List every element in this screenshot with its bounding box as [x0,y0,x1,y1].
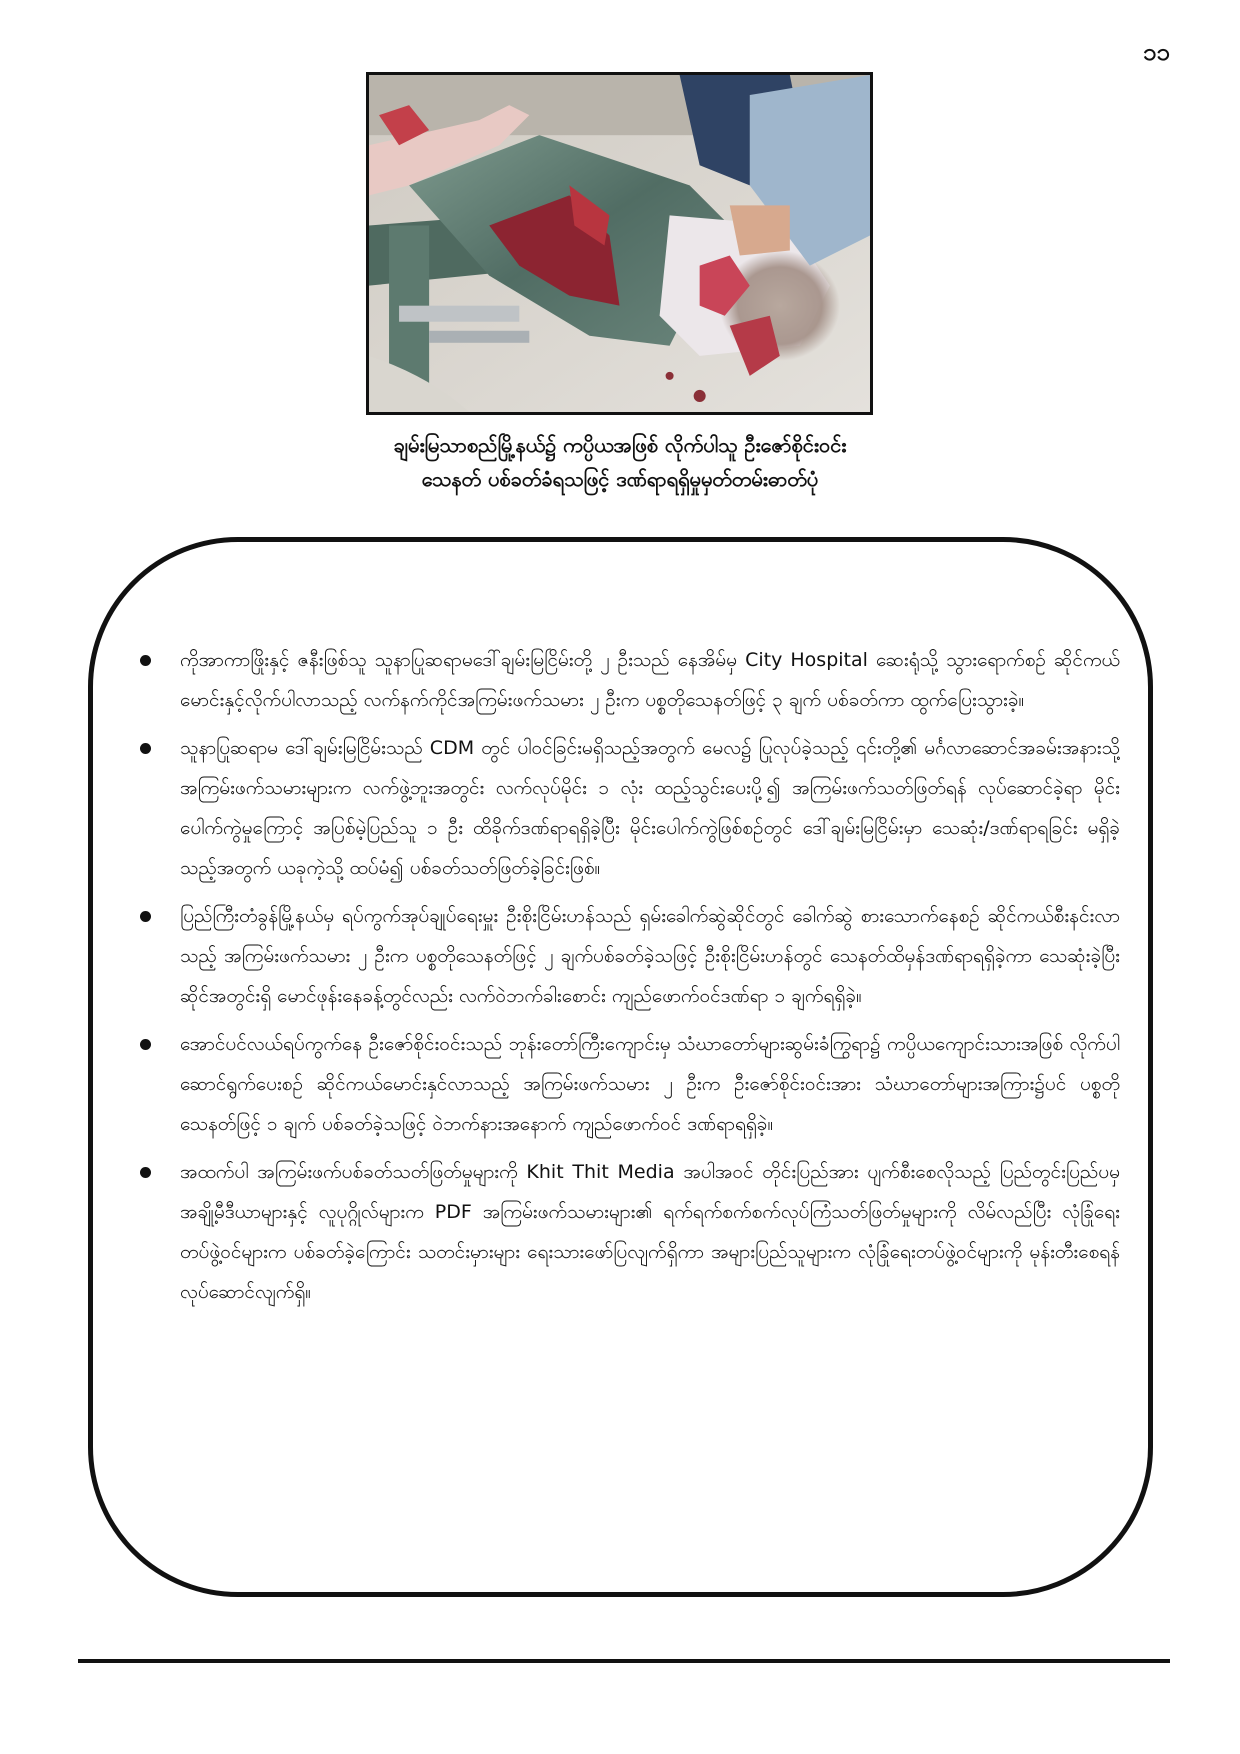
bottom-divider [78,1659,1170,1663]
list-item [130,1024,1120,1144]
bullet-icon [140,655,151,666]
caption-line-1: ချမ်းမြသာစည်မြို့နယ်၌ ကပ္ပိယအဖြစ် လိုက်ပါသူ ဦးဇော်စိုင်းဝင်း [393,433,847,457]
news-photo [366,72,873,415]
bullet-icon [140,1039,151,1050]
bullet-icon [140,1167,151,1178]
list-item [130,728,1120,888]
bullet-text: ကိုအာကာဖြိုးနှင့် ဇနီးဖြစ်သူ သူနာပြုဆရာမဒေါ်ချမ်းမြငြိမ်းတို့ ၂ ဦးသည် နေအိမ်မှ City Hospital ဆေးရုံသို့ သွားရောက်စဉ် ဆိုင်ကယ်မောင်းနှင့်လိုက်ပါလာသည့် လက်နက်ကိုင်အကြမ်းဖက်သမား ၂ ဦးက ပစ္စတိုသေနတ်ဖြင့် ၃ ချက် ပစ်ခတ်ကာ ထွက်ပြေးသွားခဲ့။ [180,649,1120,711]
list-item [130,640,1120,720]
list-item [130,896,1120,1016]
bullet-text: အထက်ပါ အကြမ်းဖက်ပစ်ခတ်သတ်ဖြတ်မှုများကို Khit Thit Media အပါအဝင် တိုင်းပြည်အား ပျက်စီးစေလိုသည့် ပြည်တွင်းပြည်ပမှ အချို့မီဒီယာများနှင့် လူပုဂ္ဂိုလ်များက PDF အကြမ်းဖက်သမားများ၏ ရက်ရက်စက်စက်လုပ်ကြံသတ်ဖြတ်မှုများကို လိမ်လည်ပြီး လုံခြုံရေးတပ်ဖွဲ့ဝင်များက ပစ်ခတ်ခဲ့ကြောင်း သတင်းမှားများ ရေးသားဖော်ပြလျက်ရှိကာ အများပြည်သူများက လုံခြုံရေးတပ်ဖွဲ့ဝင်များကို မုန်းတီးစေရန် လုပ်ဆောင်လျက်ရှိ။ [180,1161,1120,1303]
photo-caption [200,428,1040,496]
bullet-icon [140,911,151,922]
caption-line-2: သေနတ် ပစ်ခတ်ခံရသဖြင့် ဒဏ်ရာရရှိမှုမှတ်တမ်းဓာတ်ပုံ [421,467,819,491]
page-number: ၁၁ [1143,38,1170,66]
injured-person-photo [369,75,870,412]
bullet-text: သူနာပြုဆရာမ ဒေါ်ချမ်းမြငြိမ်းသည် CDM တွင် ပါဝင်ခြင်းမရှိသည့်အတွက် မေလ၌ ပြုလုပ်ခဲ့သည့် ၎င်းတို့၏ မင်္ဂလာဆောင်အခမ်းအနားသို့ အကြမ်းဖက်သမားများက လက်ဖွဲ့ဘူးအတွင်း လက်လုပ်မိုင်း ၁ လုံး ထည့်သွင်းပေးပို့၍ အကြမ်းဖက်သတ်ဖြတ်ရန် လုပ်ဆောင်ခဲ့ရာ မိုင်းပေါက်ကွဲမှုကြောင့် အပြစ်မဲ့ပြည်သူ ၁ ဦး ထိခိုက်ဒဏ်ရာရရှိခဲ့ပြီး မိုင်းပေါက်ကွဲဖြစ်စဉ်တွင် ဒေါ်ချမ်းမြငြိမ်းမှာ သေဆုံး/ဒဏ်ရာရခြင်း မရှိခဲ့သည့်အတွက် ယခုကဲ့သို့ ထပ်မံ၍ ပစ်ခတ်သတ်ဖြတ်ခဲ့ခြင်းဖြစ်။ [180,737,1120,879]
bullet-text: ပြည်ကြီးတံခွန်မြို့နယ်မှ ရပ်ကွက်အုပ်ချုပ်ရေးမှူး ဦးစိုးငြိမ်းဟန်သည် ရှမ်းခေါက်ဆွဲဆိုင်တွင် ခေါက်ဆွဲ စားသောက်နေစဉ် ဆိုင်ကယ်စီးနင်းလာသည့် အကြမ်းဖက်သမား ၂ ဦးက ပစ္စတိုသေနတ်ဖြင့် ၂ ချက်ပစ်ခတ်ခဲ့သဖြင့် ဦးစိုးငြိမ်းဟန်တွင် သေနတ်ထိမှန်ဒဏ်ရာရရှိခဲ့ကာ သေဆုံးခဲ့ပြီး ဆိုင်အတွင်းရှိ မောင်ဖုန်းနေခန့်တွင်လည်း လက်ဝဲဘက်ခါးစောင်း ကျည်ဖောက်ဝင်ဒဏ်ရာ ၁ ချက်ရရှိခဲ့။ [180,905,1120,1007]
bullet-text: အောင်ပင်လယ်ရပ်ကွက်နေ ဦးဇော်စိုင်းဝင်းသည် ဘုန်းတော်ကြီးကျောင်းမှ သံဃာတော်များဆွမ်းခံကြွရာ၌ ကပ္ပိယကျောင်းသားအဖြစ် လိုက်ပါဆောင်ရွက်ပေးစဉ် ဆိုင်ကယ်မောင်းနှင်လာသည့် အကြမ်းဖက်သမား ၂ ဦးက ဦးဇော်စိုင်းဝင်းအား သံဃာတော်များအကြား၌ပင် ပစ္စတိုသေနတ်ဖြင့် ၁ ချက် ပစ်ခတ်ခဲ့သဖြင့် ဝဲဘက်နားအနောက် ကျည်ဖောက်ဝင် ဒဏ်ရာရရှိခဲ့။ [180,1033,1120,1135]
bullet-icon [140,743,151,754]
bullet-list [130,640,1120,1320]
list-item [130,1152,1120,1312]
